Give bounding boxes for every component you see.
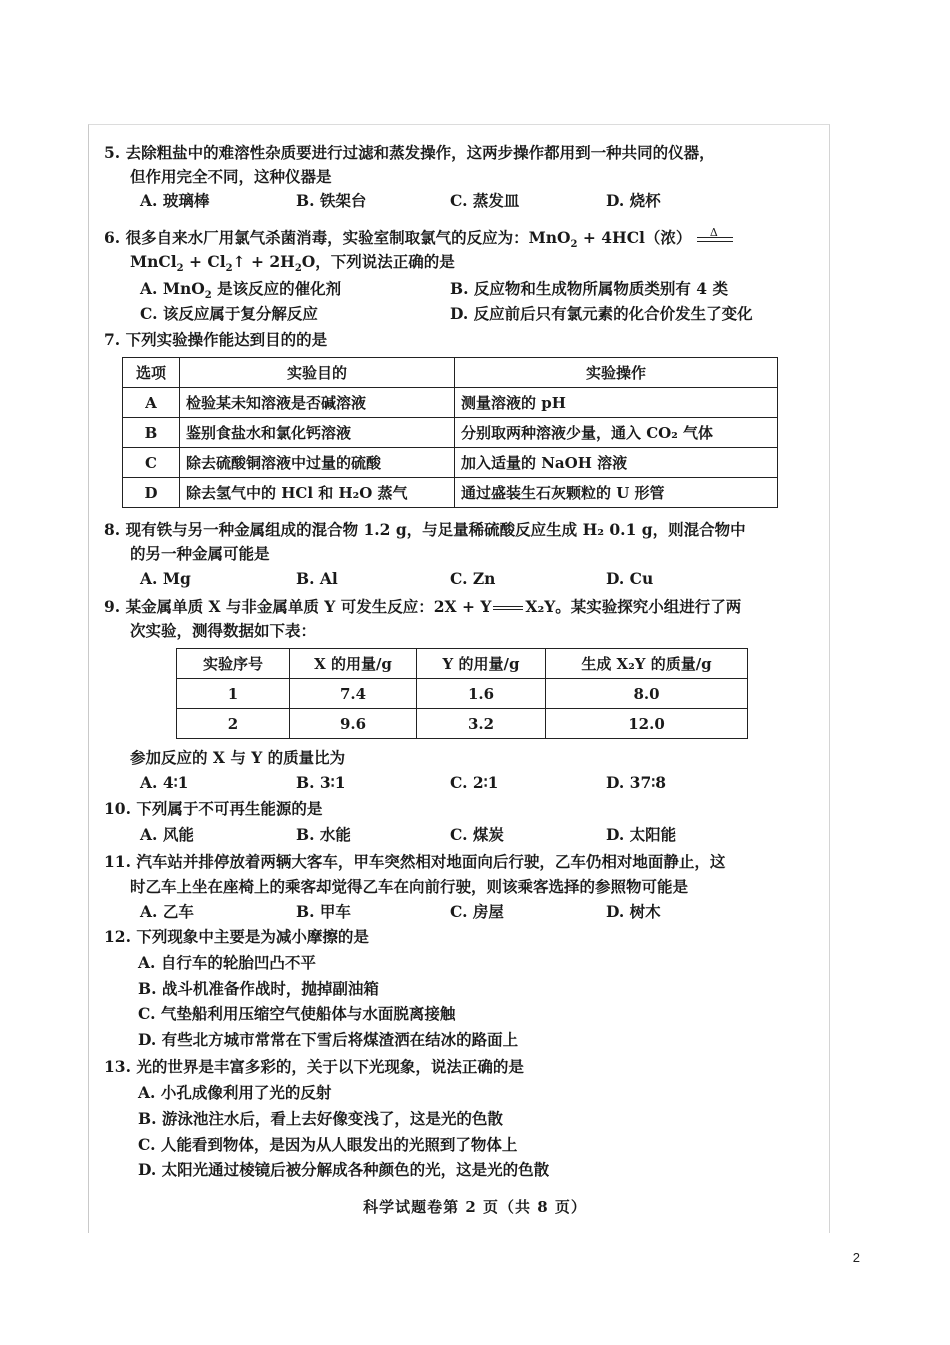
q9-line1: 9. 某金属单质 X 与非金属单质 Y 可发生反应：2X + Y X₂Y。某实验探究小组进行了两 — [104, 597, 742, 616]
table-cell: C — [123, 448, 180, 478]
q5-line1: 5. 去除粗盐中的难溶性杂质要进行过滤和蒸发操作，这两步操作都用到一种共同的仪器， — [104, 143, 715, 162]
q5-option-a: A. 玻璃棒 — [140, 191, 210, 210]
table-cell: B — [123, 418, 180, 448]
q13-option-d: D. 太阳光通过棱镜后被分解成各种颜色的光，这是光的色散 — [138, 1160, 550, 1179]
q13-stem: 13. 光的世界是丰富多彩的，关于以下光现象，说法正确的是 — [104, 1057, 524, 1076]
q9-option-d: D. 37∶8 — [606, 773, 667, 792]
table-cell: 加入适量的 NaOH 溶液 — [455, 448, 778, 478]
q10-option-d: D. 太阳能 — [606, 825, 677, 844]
table-cell: 12.0 — [546, 709, 748, 739]
table-row — [177, 709, 748, 739]
q11-option-c: C. 房屋 — [450, 902, 504, 921]
table-cell: 7.4 — [290, 679, 417, 709]
q6-line2: MnCl$_2$ + $Cl_2↑ + 2H_2O$，下列说法正确的是 — [130, 252, 455, 275]
q12-option-d: D. 有些北方城市常常在下雪后将煤渣洒在结冰的路面上 — [138, 1030, 519, 1049]
q6-option-c: C. 该反应属于复分解反应 — [140, 304, 318, 323]
q5-option-b: B. 铁架台 — [296, 191, 367, 210]
q6-option-b: B. 反应物和生成物所属物质类别有 4 类 — [450, 279, 728, 298]
q11-option-a: A. 乙车 — [140, 902, 194, 921]
table-row — [177, 679, 748, 709]
q8-option-b: B. Al — [296, 569, 338, 588]
q6-line1: 6. 很多自来水厂用氯气杀菌消毒，实验室制取氯气的反应为：MnO$_2$ + 4HCl（浓） Δ — [104, 227, 733, 256]
q7-table — [122, 357, 778, 508]
table-cell: 分别取两种溶液少量，通入 CO₂ 气体 — [455, 418, 778, 448]
q9-option-a: A. 4∶1 — [140, 773, 189, 792]
table-cell: 通过盛装生石灰颗粒的 U 形管 — [455, 478, 778, 508]
table-header: 实验序号 — [177, 649, 290, 679]
q13-option-c: C. 人能看到物体，是因为从人眼发出的光照到了物体上 — [138, 1135, 518, 1154]
table-cell: 检验某未知溶液是否碱溶液 — [180, 388, 455, 418]
table-row — [123, 448, 778, 478]
table-header: X 的用量/g — [290, 649, 417, 679]
q11-option-d: D. 树木 — [606, 902, 661, 921]
q11-line1: 11. 汽车站并排停放着两辆大客车，甲车突然相对地面向后行驶，乙车仍相对地面静止，这 — [104, 852, 726, 871]
table-header: 实验操作 — [455, 358, 778, 388]
table-header: 实验目的 — [180, 358, 455, 388]
table-cell: 鉴别食盐水和氯化钙溶液 — [180, 418, 455, 448]
table-header-row — [177, 649, 748, 679]
q9-table — [176, 648, 748, 739]
table-row — [123, 388, 778, 418]
q8-option-c: C. Zn — [450, 569, 496, 588]
q9-option-c: C. 2∶1 — [450, 773, 499, 792]
q7-stem: 7. 下列实验操作能达到目的的是 — [104, 330, 328, 349]
table-cell: 1 — [177, 679, 290, 709]
q11-option-b: B. 甲车 — [296, 902, 351, 921]
q9-line2: 次实验，测得数据如下表： — [130, 621, 317, 640]
table-cell: 3.2 — [417, 709, 546, 739]
page-number: 2 — [852, 1250, 860, 1265]
q8-option-a: A. Mg — [140, 569, 191, 588]
q12-option-b: B. 战斗机准备作战时，抛掉副油箱 — [138, 979, 379, 998]
q12-option-a: A. 自行车的轮胎凹凸不平 — [138, 953, 316, 972]
q13-option-a: A. 小孔成像利用了光的反射 — [138, 1083, 332, 1102]
q8-option-d: D. Cu — [606, 569, 654, 588]
table-cell: 1.6 — [417, 679, 546, 709]
q5-option-d: D. 烧杯 — [606, 191, 661, 210]
table-cell: A — [123, 388, 180, 418]
q10-stem: 10. 下列属于不可再生能源的是 — [104, 799, 323, 818]
q10-option-a: A. 风能 — [140, 825, 194, 844]
q10-option-b: B. 水能 — [296, 825, 351, 844]
page-footer: 科学试题卷第 2 页（共 8 页） — [363, 1198, 587, 1216]
q10-option-c: C. 煤炭 — [450, 825, 504, 844]
q5-option-c: C. 蒸发皿 — [450, 191, 520, 210]
table-cell: 9.6 — [290, 709, 417, 739]
table-cell: 8.0 — [546, 679, 748, 709]
table-cell: D — [123, 478, 180, 508]
table-header: 生成 X₂Y 的质量/g — [546, 649, 748, 679]
table-cell: 2 — [177, 709, 290, 739]
table-header-row — [123, 358, 778, 388]
table-row — [123, 418, 778, 448]
reaction-equals-sign — [493, 606, 523, 610]
q11-line2: 时乙车上坐在座椅上的乘客却觉得乙车在向前行驶，则该乘客选择的参照物可能是 — [130, 877, 689, 896]
q6-option-a: A. MnO$_2$ 是该反应的催化剂 — [140, 279, 342, 302]
heating-equals-sign: Δ — [697, 228, 733, 250]
table-row — [123, 478, 778, 508]
q9-option-b: B. 3∶1 — [296, 773, 346, 792]
table-cell: 除去氢气中的 HCl 和 H₂O 蒸气 — [180, 478, 455, 508]
table-header: 选项 — [123, 358, 180, 388]
table-header: Y 的用量/g — [417, 649, 546, 679]
q5-line2: 但作用完全不同，这种仪器是 — [130, 167, 332, 186]
q12-stem: 12. 下列现象中主要是为减小摩擦的是 — [104, 927, 369, 946]
table-cell: 测量溶液的 pH — [455, 388, 778, 418]
table-cell: 除去硫酸铜溶液中过量的硫酸 — [180, 448, 455, 478]
q6-option-d: D. 反应前后只有氯元素的化合价发生了变化 — [450, 304, 753, 323]
q8-line2: 的另一种金属可能是 — [130, 544, 270, 563]
q13-option-b: B. 游泳池注水后，看上去好像变浅了，这是光的色散 — [138, 1109, 503, 1128]
q9-after: 参加反应的 X 与 Y 的质量比为 — [130, 748, 346, 767]
q8-line1: 8. 现有铁与另一种金属组成的混合物 1.2 g，与足量稀硫酸反应生成 H₂ 0.1 g，则混合物中 — [104, 520, 746, 539]
q12-option-c: C. 气垫船利用压缩空气使船体与水面脱离接触 — [138, 1004, 456, 1023]
